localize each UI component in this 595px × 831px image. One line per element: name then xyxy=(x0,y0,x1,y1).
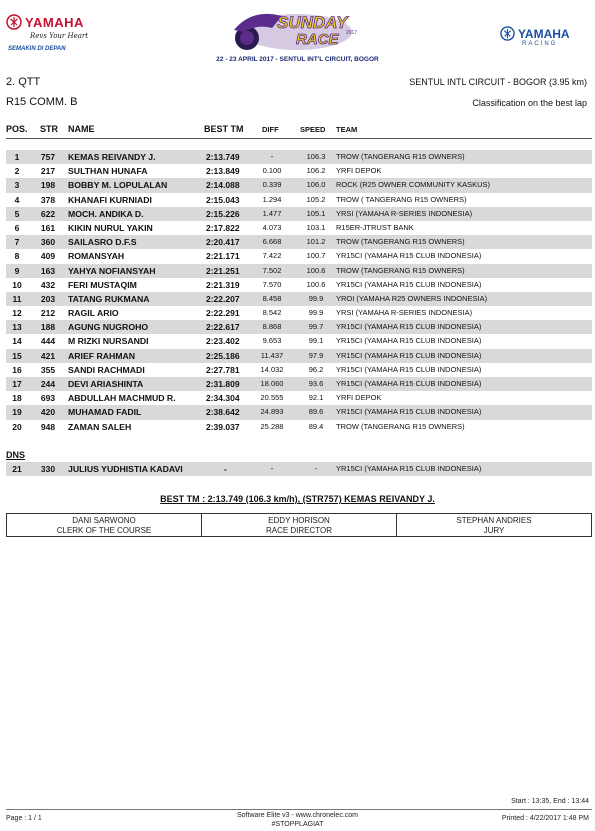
yamaha-wordmark-right: YAMAHA xyxy=(518,26,570,41)
row-pos: 18 xyxy=(12,393,22,404)
row-speed: 89.4 xyxy=(308,421,324,431)
row-diff: 6.668 xyxy=(262,237,282,247)
row-name: M RIZKI NURSANDI xyxy=(68,336,149,347)
event-dates: 22 - 23 APRIL 2017 - SENTUL INT'L CIRCUIT, BOGOR xyxy=(216,56,379,63)
yamaha-wordmark-left: YAMAHA xyxy=(25,14,84,30)
row-pos: 4 xyxy=(14,194,20,205)
table-row xyxy=(6,377,592,391)
row-pos: 15 xyxy=(12,350,22,361)
row-diff: 7.570 xyxy=(262,279,282,289)
table-row xyxy=(6,150,592,164)
software-credit: Software Elite v3 - www.chronelec.com xyxy=(237,812,358,819)
row-name: DEVI ARIASHINTA xyxy=(68,379,144,389)
row-pos: 9 xyxy=(14,265,20,276)
row-str: 693 xyxy=(40,393,56,404)
row-speed: 96.2 xyxy=(308,364,324,374)
table-row xyxy=(6,264,592,278)
row-speed: 106.3 xyxy=(306,152,326,161)
row-diff: 11.437 xyxy=(260,350,284,360)
row-str: 432 xyxy=(40,279,56,290)
row-pos: 13 xyxy=(12,322,22,333)
row-name: TATANG RUKMANA xyxy=(68,293,150,304)
row-team: YR15CI (YAMAHA R15 CLUB INDONESIA) xyxy=(336,336,482,346)
row-best: 2:13.749 xyxy=(206,152,240,162)
results-column-headers xyxy=(6,124,592,136)
dns-label: DNS xyxy=(6,450,26,460)
row-speed: 100.7 xyxy=(306,251,326,261)
table-row xyxy=(6,235,592,249)
row-best: 2:15.043 xyxy=(206,194,240,205)
official-role: JURY xyxy=(483,526,505,535)
hashtag: #STOPPLAGIAT xyxy=(271,821,324,828)
table-row xyxy=(6,320,592,334)
row-str: 212 xyxy=(40,308,56,319)
row-speed: 93.6 xyxy=(308,379,324,388)
row-team: YR15CI (YAMAHA R15 CLUB INDONESIA) xyxy=(336,379,482,388)
row-name: SULTHAN HUNAFA xyxy=(68,166,148,177)
tuning-fork-icon xyxy=(500,26,515,41)
start-end-time: Start : 13:35, End : 13:44 xyxy=(511,798,589,805)
row-pos: 21 xyxy=(12,464,22,474)
row-diff: 8.868 xyxy=(262,322,282,332)
row-name: MOCH. ANDIKA D. xyxy=(68,208,144,219)
official-role: CLERK OF THE COURSE xyxy=(56,526,152,535)
row-team: YRFI DEPOK xyxy=(336,166,382,176)
row-team: YRSI (YAMAHA R-SERIES INDONESIA) xyxy=(336,308,473,318)
sunday-race-logo xyxy=(222,2,372,54)
row-name: SAILASRO D.F.S xyxy=(68,237,137,248)
row-name: RAGIL ARIO xyxy=(68,308,119,319)
row-team: TROW (TANGERANG R15 OWNERS) xyxy=(336,237,465,247)
col-str: STR xyxy=(40,124,58,134)
row-pos: 17 xyxy=(12,379,22,389)
row-pos: 5 xyxy=(14,208,20,219)
row-str: 757 xyxy=(40,152,56,162)
circuit-name: SENTUL INTL CIRCUIT - BOGOR (3.95 km) xyxy=(409,77,587,87)
table-row xyxy=(6,391,592,405)
row-str: 360 xyxy=(40,237,56,248)
row-best: 2:13.849 xyxy=(206,166,240,177)
col-pos: POS. xyxy=(6,124,28,134)
event-logo-subtitle: RACE xyxy=(296,31,339,48)
row-pos: 10 xyxy=(12,279,22,290)
row-team: ROCK (R25 OWNER COMMUNITY KASKUS) xyxy=(336,180,491,190)
row-pos: 7 xyxy=(14,237,20,248)
row-best: 2:20.417 xyxy=(206,237,240,248)
row-speed: 101.2 xyxy=(306,237,326,247)
row-team: TROW ( TANGERANG R15 OWNERS) xyxy=(336,194,467,204)
event-logo-year: 2017 xyxy=(346,30,358,36)
row-str: 198 xyxy=(40,180,56,191)
results-table xyxy=(6,150,592,434)
racing-subtitle: RACING xyxy=(522,41,558,47)
row-diff: 24.893 xyxy=(260,407,284,417)
row-speed: - xyxy=(314,464,318,473)
row-str: 330 xyxy=(40,464,56,474)
row-speed: 106.0 xyxy=(306,180,326,190)
row-best: 2:27.781 xyxy=(206,364,240,375)
row-name: YAHYA NOFIANSYAH xyxy=(68,265,156,276)
row-team: YR15CI (YAMAHA R15 CLUB INDONESIA) xyxy=(336,322,482,332)
row-speed: 97.9 xyxy=(308,350,324,360)
table-row xyxy=(6,405,592,419)
row-best: 2:34.304 xyxy=(206,393,240,404)
row-team: YROI (YAMAHA R25 OWNERS INDONESIA) xyxy=(336,293,488,303)
row-pos: 14 xyxy=(12,336,22,347)
row-team: R15ER-JTRUST BANK xyxy=(336,222,414,232)
official-name: STEPHAN ANDRIES xyxy=(456,516,532,525)
row-best: 2:23.402 xyxy=(206,336,240,347)
row-str: 622 xyxy=(40,208,56,219)
row-str: 203 xyxy=(40,293,56,304)
official-clerk xyxy=(7,514,201,536)
row-pos: 2 xyxy=(14,166,20,177)
row-speed: 89.6 xyxy=(308,407,324,417)
table-row xyxy=(6,292,592,306)
row-speed: 99.9 xyxy=(308,308,324,318)
row-team: YR15CI (YAMAHA R15 CLUB INDONESIA) xyxy=(336,350,482,360)
row-team: YRFI DEPOK xyxy=(336,393,382,403)
official-name: EDDY HORISON xyxy=(268,516,330,525)
row-str: 217 xyxy=(40,166,56,177)
row-speed: 99.1 xyxy=(308,336,324,346)
row-diff: 8.542 xyxy=(262,308,282,318)
col-diff: DIFF xyxy=(262,125,279,134)
event-logo-title: SUNDAY xyxy=(277,13,348,32)
row-pos: 16 xyxy=(12,364,22,375)
table-row xyxy=(6,178,592,192)
dns-table xyxy=(6,462,592,476)
table-row xyxy=(6,278,592,292)
row-str: 420 xyxy=(40,407,56,418)
row-str: 355 xyxy=(40,364,56,375)
row-name: MUHAMAD FADIL xyxy=(68,407,142,418)
row-name: AGUNG NUGROHO xyxy=(68,322,149,333)
table-row xyxy=(6,221,592,235)
row-best: 2:21.171 xyxy=(206,251,240,262)
row-str: 244 xyxy=(40,379,56,389)
row-speed: 99.9 xyxy=(308,293,324,303)
row-team: YR15CI (YAMAHA R15 CLUB INDONESIA) xyxy=(336,364,482,374)
row-speed: 99.7 xyxy=(308,322,324,332)
col-team: TEAM xyxy=(336,125,358,134)
row-best: 2:14.088 xyxy=(206,180,240,191)
row-name: ZAMAN SALEH xyxy=(68,421,132,432)
row-name: KHANAFI KURNIADI xyxy=(68,194,152,205)
row-speed: 100.6 xyxy=(306,279,326,289)
col-speed: SPEED xyxy=(300,125,326,134)
table-row xyxy=(6,164,592,178)
row-diff: 1.477 xyxy=(262,208,282,218)
table-row xyxy=(6,420,592,434)
class-title: R15 COMM. B xyxy=(6,96,78,108)
row-team: YR15CI (YAMAHA R15 CLUB INDONESIA) xyxy=(336,279,482,289)
row-str: 378 xyxy=(40,194,56,205)
row-diff: 7.502 xyxy=(262,265,282,275)
row-diff: - xyxy=(270,152,274,161)
row-pos: 12 xyxy=(12,308,22,319)
row-team: YRSI (YAMAHA R-SERIES INDONESIA) xyxy=(336,208,473,218)
yamaha-slogan: Revs Your Heart xyxy=(30,32,89,40)
footer-divider xyxy=(6,809,592,810)
row-name: SANDI RACHMADI xyxy=(68,364,145,375)
tuning-fork-icon xyxy=(6,14,22,30)
row-pos: 19 xyxy=(12,407,22,418)
row-diff: 1.294 xyxy=(262,194,282,204)
row-speed: 106.2 xyxy=(306,166,326,176)
table-row xyxy=(6,306,592,320)
official-role: RACE DIRECTOR xyxy=(265,526,333,535)
row-best: 2:22.617 xyxy=(206,322,240,333)
row-name: KEMAS REIVANDY J. xyxy=(68,152,156,162)
yamaha-racing-logo xyxy=(500,26,590,47)
row-best: 2:21.319 xyxy=(206,279,240,290)
table-row xyxy=(6,249,592,263)
row-best: - xyxy=(224,464,227,474)
row-diff: 0.339 xyxy=(262,180,282,190)
yamaha-logo-left xyxy=(6,14,98,52)
col-name: NAME xyxy=(68,124,95,134)
row-best: 2:15.226 xyxy=(206,208,240,219)
table-row xyxy=(6,349,592,363)
row-best: 2:21.251 xyxy=(206,265,240,276)
row-speed: 105.1 xyxy=(306,208,326,218)
table-row xyxy=(6,462,592,476)
row-str: 421 xyxy=(40,350,56,361)
row-str: 163 xyxy=(40,265,56,276)
session-title: 2. QTT xyxy=(6,76,41,88)
row-pos: 8 xyxy=(14,251,20,262)
table-row xyxy=(6,193,592,207)
row-best: 2:25.186 xyxy=(206,350,240,361)
row-speed: 105.2 xyxy=(306,194,326,204)
row-diff: 0.100 xyxy=(262,166,282,176)
row-name: ROMANSYAH xyxy=(68,251,125,262)
best-time-summary: BEST TM : 2:13.749 (106.3 km/h), (STR757) KEMAS REIVANDY J. xyxy=(160,494,435,504)
row-diff: 7.422 xyxy=(262,251,282,261)
yamaha-slogan-secondary: SEMAKIN DI DEPAN xyxy=(8,46,66,52)
row-team: YR15CI (YAMAHA R15 CLUB INDONESIA) xyxy=(336,464,482,473)
row-diff: 8.458 xyxy=(262,293,282,303)
row-diff: 9.653 xyxy=(262,336,282,346)
row-name: FERI MUSTAQIM xyxy=(68,279,137,290)
row-str: 409 xyxy=(40,251,56,262)
row-str: 188 xyxy=(40,322,56,333)
row-team: YR15CI (YAMAHA R15 CLUB INDONESIA) xyxy=(336,407,482,417)
row-speed: 92.1 xyxy=(308,393,324,403)
row-team: YR15CI (YAMAHA R15 CLUB INDONESIA) xyxy=(336,251,482,261)
table-row xyxy=(6,363,592,377)
row-diff: 14.032 xyxy=(260,364,284,374)
row-speed: 103.1 xyxy=(306,222,326,232)
row-name: ARIEF RAHMAN xyxy=(68,350,136,361)
table-row xyxy=(6,334,592,348)
official-jury xyxy=(396,514,591,536)
row-pos: 6 xyxy=(14,222,20,233)
official-director xyxy=(201,514,396,536)
officials-box xyxy=(6,513,592,537)
row-diff: 18.060 xyxy=(260,379,284,388)
row-name: JULIUS YUDHISTIA KADAVI xyxy=(68,464,183,474)
printed-date: Printed : 4/22/2017 1:48 PM xyxy=(501,815,589,822)
row-best: 2:31.809 xyxy=(206,379,240,389)
row-pos: 20 xyxy=(12,421,22,432)
row-best: 2:22.207 xyxy=(206,293,240,304)
row-name: BOBBY M. LOPULALAN xyxy=(68,180,168,191)
row-diff: 20.555 xyxy=(260,393,284,403)
header-divider xyxy=(6,138,592,139)
row-speed: 100.6 xyxy=(306,265,326,275)
row-str: 444 xyxy=(40,336,56,347)
official-name: DANI SARWONO xyxy=(72,516,136,525)
row-name: ABDULLAH MACHMUD R. xyxy=(68,393,176,404)
classification-note: Classification on the best lap xyxy=(472,98,587,108)
row-best: 2:22.291 xyxy=(206,308,240,319)
col-best: BEST TM xyxy=(204,124,244,134)
row-diff: 4.073 xyxy=(262,222,282,232)
row-team: TROW (TANGERANG R15 OWNERS) xyxy=(336,265,465,275)
row-best: 2:38.642 xyxy=(206,407,240,418)
table-row xyxy=(6,207,592,221)
row-team: TROW (TANGERANG R15 OWNERS) xyxy=(336,152,465,161)
page-number: Page : 1 / 1 xyxy=(6,815,42,822)
row-diff: 25.288 xyxy=(260,421,284,431)
page-header xyxy=(0,0,595,70)
row-pos: 1 xyxy=(14,152,20,162)
row-diff: - xyxy=(270,464,274,473)
row-best: 2:17.822 xyxy=(206,222,240,233)
row-name: KIKIN NURUL YAKIN xyxy=(68,222,153,233)
row-pos: 11 xyxy=(12,293,22,304)
row-best: 2:39.037 xyxy=(206,421,240,432)
row-pos: 3 xyxy=(14,180,20,191)
row-team: TROW (TANGERANG R15 OWNERS) xyxy=(336,421,465,431)
row-str: 948 xyxy=(40,421,56,432)
row-str: 161 xyxy=(40,222,56,233)
